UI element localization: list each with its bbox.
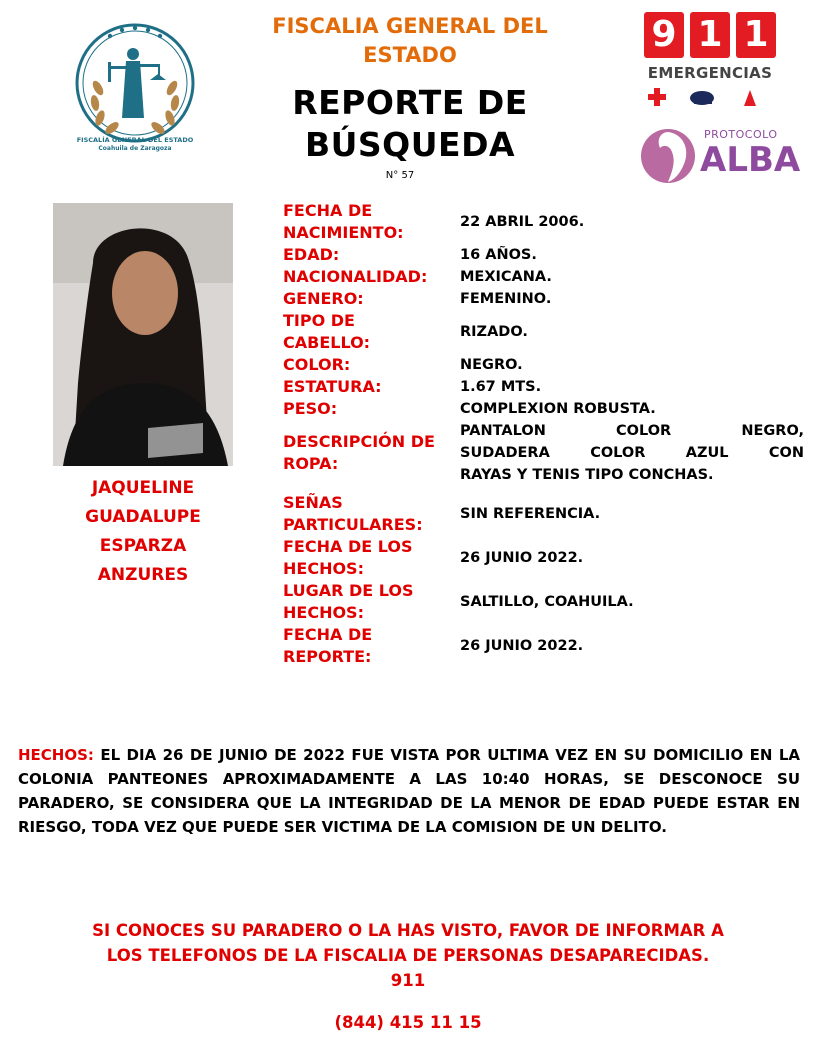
row-birth-date [283, 200, 808, 244]
row-color [283, 354, 808, 376]
red-cross-icon [648, 88, 666, 106]
protocolo-alba-logo [638, 124, 801, 190]
missing-person-name [50, 474, 236, 590]
row-event-place [283, 580, 808, 624]
name-line-1: JAQUELINE [91, 478, 195, 498]
row-age [283, 244, 808, 266]
agency-name-line1: FISCALIA GENERAL DEL [272, 14, 548, 38]
emergencias-label: EMERGENCIAS [647, 64, 773, 82]
report-title-line2: BÚSQUEDA [304, 125, 516, 164]
gender-value: FEMENINO. [460, 291, 552, 307]
emblem-name: FISCALÍA GENERAL DEL ESTADO [76, 136, 194, 144]
fiscalia-emblem-logo [70, 18, 200, 163]
row-event-date [283, 536, 808, 580]
digit-1b: 1 [736, 12, 776, 58]
contact-line-2: LOS TELEFONOS DE LA FISCALIA DE PERSONAS DESAPARECIDAS. [106, 946, 710, 965]
birth-date-label: FECHA DE NACIMIENTO: [283, 201, 404, 242]
report-date-label: FECHA DE REPORTE: [283, 625, 373, 666]
person-details [283, 200, 808, 668]
emblem-state: Coahuila de Zaragoza [98, 145, 172, 152]
row-report-date [283, 624, 808, 668]
event-date-label: FECHA DE LOS HECHOS: [283, 537, 413, 578]
contact-line-3: 911 [390, 971, 426, 990]
report-number: N° 57 [385, 170, 415, 181]
hechos-text: EL DIA 26 DE JUNIO DE 2022 FUE VISTA POR ULTIMA VEZ EN SU DOMICILIO EN LA COLONIA PANTEONES APROXIMADAMENTE A LAS 10:40 HORAS, SE DESCONOCE SU PARADERO, SE CONSIDERA QUE LA INTEGRIDAD DE LA MENOR DE EDAD PUEDE ESTAR EN RIESGO, TODA VEZ QUE PUEDE SER VICTIMA DE LA COMISION DE UN DELITO. [18, 746, 800, 836]
name-line-2: GUADALUPE [85, 507, 201, 527]
event-place-label: LUGAR DE LOS HECHOS: [283, 581, 414, 622]
hair-type-value: RIZADO. [460, 324, 528, 340]
row-height [283, 376, 808, 398]
contact-line-1: SI CONOCES SU PARADERO O LA HAS VISTO, FAVOR DE INFORMAR A [92, 921, 724, 940]
contact-notice [20, 918, 796, 993]
digit-1: 1 [690, 12, 730, 58]
report-title [230, 82, 590, 166]
row-clothing [283, 420, 808, 486]
agency-name-line2: ESTADO [363, 43, 457, 67]
protocolo-label: PROTOCOLO [704, 128, 778, 141]
emergencias-911-logo [640, 12, 780, 120]
row-weight [283, 398, 808, 420]
alba-profile-icon [638, 124, 696, 186]
gender-label: GENERO: [283, 289, 364, 308]
contact-phone: (844) 415 11 15 [334, 1013, 482, 1032]
hair-type-label: TIPO DE CABELLO: [283, 311, 371, 352]
alba-label: ALBA [700, 140, 801, 180]
event-place-value: SALTILLO, COAHUILA. [460, 594, 634, 610]
digit-9: 9 [644, 12, 684, 58]
nationality-value: MEXICANA. [460, 269, 552, 285]
age-label: EDAD: [283, 245, 340, 264]
hechos-paragraph [18, 743, 800, 839]
height-value: 1.67 MTS. [460, 379, 542, 395]
marks-value: SIN REFERENCIA. [460, 506, 601, 522]
agency-name [230, 12, 590, 70]
name-line-3: ESPARZA [99, 536, 187, 556]
row-distinguishing-marks [283, 492, 808, 536]
age-value: 16 AÑOS. [460, 247, 537, 263]
row-gender [283, 288, 808, 310]
weight-label: PESO: [283, 399, 338, 418]
weight-value: COMPLEXION ROBUSTA. [460, 401, 656, 417]
report-title-line1: REPORTE DE [292, 83, 528, 122]
report-date-value: 26 JUNIO 2022. [460, 638, 584, 654]
row-nationality [283, 266, 808, 288]
birth-date-value: 22 ABRIL 2006. [460, 214, 585, 230]
clothing-value: PANTALON COLOR NEGRO, SUDADERA COLOR AZUL CON RAYAS Y TENIS TIPO CONCHAS. [460, 423, 804, 483]
row-hair-type [283, 310, 808, 354]
nationality-label: NACIONALIDAD: [283, 267, 428, 286]
missing-person-photo [53, 203, 233, 466]
event-date-value: 26 JUNIO 2022. [460, 550, 584, 566]
police-cap-icon [690, 91, 714, 105]
height-label: ESTATURA: [283, 377, 382, 396]
hechos-lead: HECHOS: [18, 746, 94, 764]
color-label: COLOR: [283, 355, 351, 374]
color-value: NEGRO. [460, 357, 523, 373]
marks-label: SEÑAS PARTICULARES: [283, 493, 423, 534]
fire-icon [744, 90, 756, 106]
clothing-label: DESCRIPCIÓN DE ROPA: [283, 432, 435, 473]
name-line-4: ANZURES [97, 565, 189, 585]
